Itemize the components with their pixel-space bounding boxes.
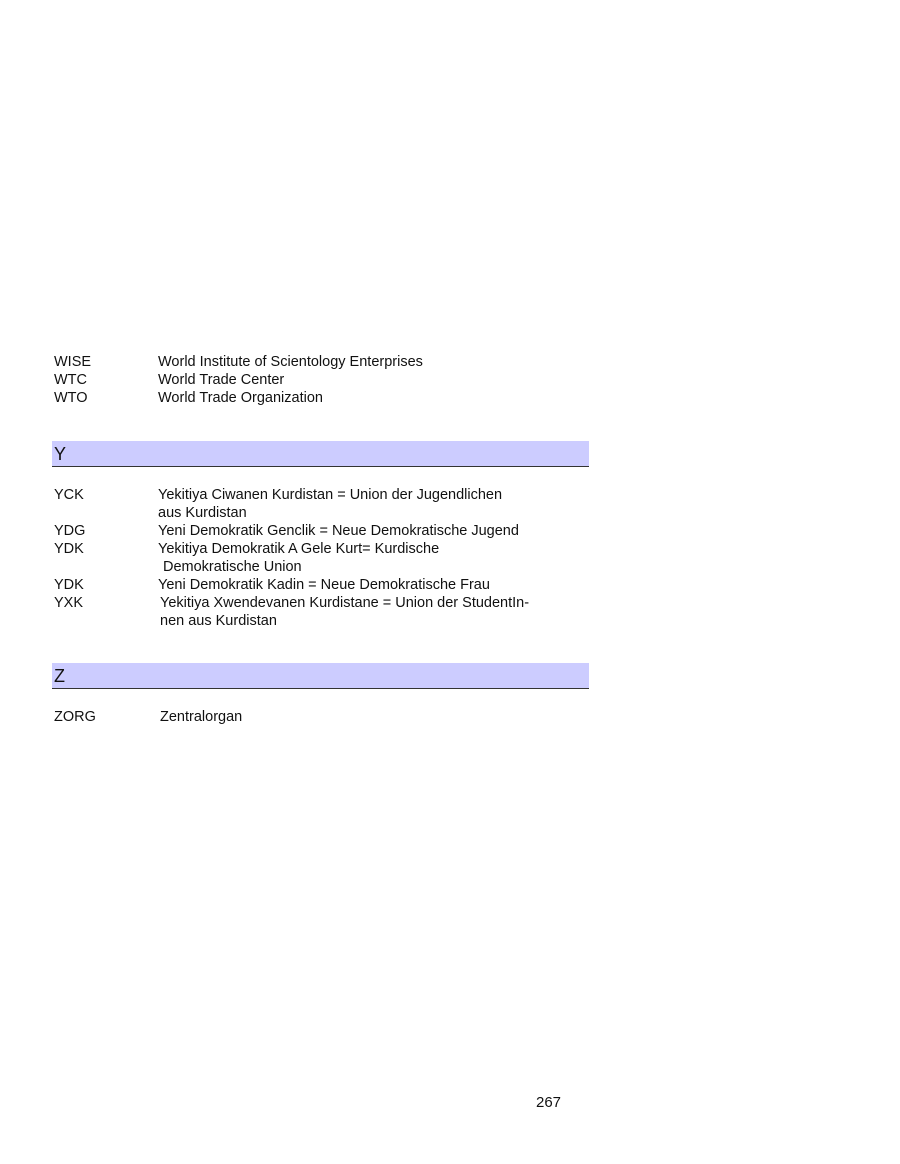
definition: World Institute of Scientology Enterprises: [158, 354, 423, 370]
glossary-entry-yxk-continued: [0, 612, 620, 630]
section-letter: Z: [54, 666, 65, 686]
page-number: 267: [536, 1094, 562, 1111]
definition-continuation: Demokratische Union: [163, 559, 302, 575]
glossary-entry-yxk: [0, 594, 620, 612]
definition: Yeni Demokratik Kadin = Neue Demokratische Frau: [158, 577, 490, 593]
definition: Yeni Demokratik Genclik = Neue Demokratische Jugend: [158, 523, 519, 539]
abbreviation: ZORG: [54, 709, 96, 725]
definition: Yekitiya Xwendevanen Kurdistane = Union der StudentIn-: [160, 595, 530, 611]
glossary-entry-wise: [0, 353, 620, 371]
abbreviation: WISE: [54, 354, 92, 370]
abbreviation: YXK: [54, 595, 84, 611]
section-letter: Y: [54, 444, 67, 464]
glossary-entry-ydk-2: [0, 576, 620, 594]
abbreviation: WTO: [54, 390, 88, 406]
glossary-entry-ydk: [0, 540, 620, 558]
glossary-entry-wtc: [0, 371, 620, 389]
definition: Zentralorgan: [160, 709, 243, 725]
glossary-entry-yck: [0, 486, 620, 504]
abbreviation: YCK: [54, 487, 84, 503]
definition: Yekitiya Ciwanen Kurdistan = Union der Jugendlichen: [158, 487, 503, 503]
definition: World Trade Organization: [158, 390, 323, 406]
glossary-entry-wto: [0, 389, 620, 407]
definition-continuation: nen aus Kurdistan: [160, 613, 277, 629]
section-header-z: [52, 663, 589, 689]
abbreviation: YDK: [54, 541, 84, 557]
definition-continuation: aus Kurdistan: [158, 505, 247, 521]
glossary-entry-ydk-continued: [0, 558, 620, 576]
definition: World Trade Center: [158, 372, 285, 388]
section-header-y: [52, 441, 589, 467]
abbreviation: WTC: [54, 372, 88, 388]
glossary-entry-yck-continued: [0, 504, 620, 522]
glossary-entry-zorg: [0, 708, 620, 726]
glossary-entry-ydg: [0, 522, 620, 540]
abbreviation: YDG: [54, 523, 86, 539]
definition: Yekitiya Demokratik A Gele Kurt= Kurdische: [158, 541, 440, 557]
abbreviation: YDK: [54, 577, 84, 593]
